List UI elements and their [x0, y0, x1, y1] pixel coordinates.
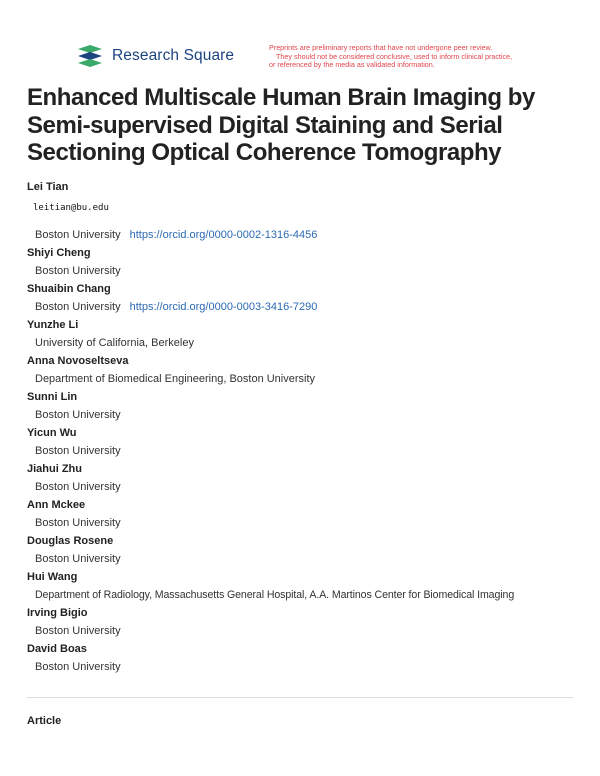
author-entry — [27, 460, 587, 496]
author-affiliation: University of California, Berkeley — [35, 337, 194, 349]
author-name: Ann Mckee — [27, 499, 86, 511]
author-entry — [27, 532, 587, 568]
author-affiliation: Department of Radiology, Massachusetts General Hospital, A.A. Martinos Center for Biomedical Imaging — [35, 589, 515, 601]
author-entry — [27, 352, 587, 388]
author-affiliation — [27, 298, 587, 316]
notice-line: or referenced by the media as validated information. — [269, 60, 435, 70]
author-name: Irving Bigio — [27, 607, 88, 619]
author-entry — [27, 178, 587, 244]
research-square-logo[interactable] — [75, 44, 234, 68]
author-name: Sunni Lin — [27, 391, 78, 403]
author-affiliation: Boston University — [35, 553, 121, 565]
author-entry — [27, 640, 587, 676]
author-entry — [27, 604, 587, 640]
paper-title: Enhanced Multiscale Human Brain Imaging by Semi-supervised Digital Staining and Serial Sectioning Optical Coherence Tomography — [27, 84, 535, 166]
author-entry — [27, 316, 587, 352]
notice-line: They should not be considered conclusive, used to inform clinical practice, — [276, 51, 513, 61]
author-list — [27, 178, 587, 676]
author-affiliation: Boston University — [35, 409, 121, 421]
author-affiliation: Boston University — [35, 661, 121, 673]
author-name: Shiyi Cheng — [27, 247, 91, 259]
author-name: Shuaibin Chang — [27, 283, 111, 295]
author-name: Yicun Wu — [27, 427, 77, 439]
research-square-logo-icon — [75, 44, 105, 68]
author-name: Hui Wang — [27, 571, 78, 583]
author-entry — [27, 280, 587, 316]
author-affiliation — [27, 226, 587, 244]
orcid-link[interactable]: https://orcid.org/0000-0002-1316-4456 — [129, 229, 318, 241]
article-type-label: Article — [27, 715, 62, 727]
author-affiliation: Boston University — [35, 517, 121, 529]
author-entry — [27, 496, 587, 532]
author-affiliation: Boston University — [35, 265, 121, 277]
section-divider — [27, 697, 573, 698]
notice-line: Preprints are preliminary reports that have not undergone peer review. — [269, 43, 493, 52]
brand-word-research: Research — [112, 47, 180, 64]
affiliation-text: Boston University — [35, 229, 121, 241]
author-name: Lei Tian — [27, 181, 69, 193]
author-name: Anna Novoseltseva — [27, 355, 129, 367]
author-affiliation: Boston University — [35, 481, 121, 493]
author-name: David Boas — [27, 643, 87, 655]
author-email[interactable]: leitian@bu.edu — [33, 203, 109, 213]
author-entry — [27, 568, 587, 604]
author-entry — [27, 388, 587, 424]
affiliation-text: Boston University — [35, 301, 121, 313]
author-entry — [27, 244, 587, 280]
author-name: Jiahui Zhu — [27, 463, 82, 475]
brand-word-square: Square — [183, 47, 235, 64]
orcid-link[interactable]: https://orcid.org/0000-0003-3416-7290 — [129, 301, 318, 313]
preprint-notice — [269, 44, 559, 70]
author-name: Douglas Rosene — [27, 535, 114, 547]
author-entry — [27, 424, 587, 460]
author-name: Yunzhe Li — [27, 319, 79, 331]
author-affiliation: Boston University — [35, 625, 121, 637]
author-affiliation: Department of Biomedical Engineering, Boston University — [35, 373, 316, 385]
author-affiliation: Boston University — [35, 445, 121, 457]
brand-name — [112, 47, 234, 65]
